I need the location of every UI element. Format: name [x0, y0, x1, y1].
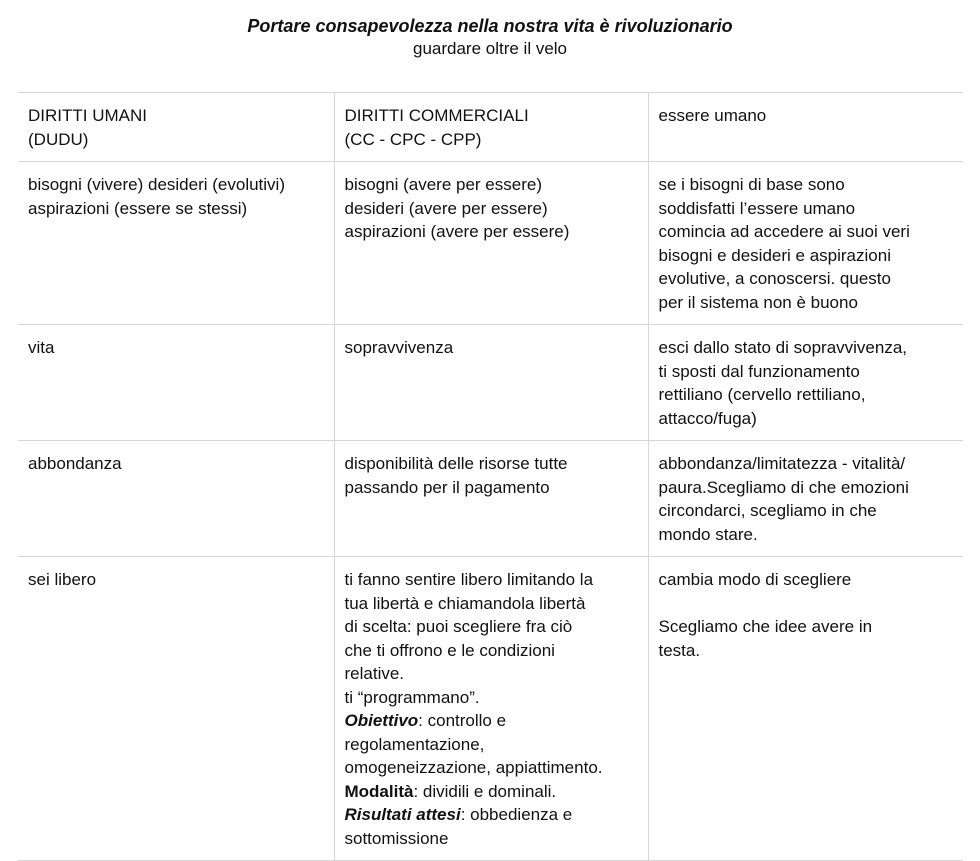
cell-text: abbondanza [28, 454, 122, 473]
cell-text: rettiliano (cervello rettiliano, [658, 385, 866, 404]
cell-text: testa. [658, 640, 701, 660]
cell-text: esci dallo stato di sopravvivenza, [658, 338, 908, 357]
header-cell-text: (CC - CPC - CPP) [344, 129, 482, 149]
cell-text: ti sposti dal funzionamento [658, 361, 860, 381]
table-cell [648, 441, 963, 557]
table-header-row [18, 93, 963, 162]
header-cell-text: DIRITTI COMMERCIALI [344, 106, 529, 125]
cell-text: cambia modo di scegliere [658, 570, 852, 589]
table-cell [18, 441, 334, 557]
table-cell [334, 325, 648, 441]
cell-text: di scelta: puoi scegliere fra ciò [344, 617, 573, 636]
cell-text: sopravvivenza [344, 338, 454, 357]
risultati-line [345, 803, 638, 827]
cell-text: comincia ad accedere ai suoi veri [658, 222, 910, 241]
cell-text: desideri (avere per essere) [344, 198, 548, 218]
cell-text: per il sistema non è buono [658, 292, 858, 312]
table-cell [18, 162, 334, 325]
cell-text: Scegliamo che idee avere in [658, 617, 873, 636]
cell-text: omogeneizzazione, appiattimento. [344, 758, 603, 777]
modalita-text: : dividili e dominali. [413, 781, 557, 801]
cell-text: se i bisogni di base sono [658, 175, 845, 194]
cell-text: attacco/fuga) [658, 408, 757, 428]
cell-text: ti “programmano”. [344, 687, 480, 707]
cell-text: che ti offrono e le condizioni [344, 640, 555, 660]
cell-text: bisogni (vivere) desideri (evolutivi) [28, 175, 285, 194]
header-cell-essere-umano [648, 93, 963, 162]
table-cell [18, 557, 334, 861]
header-cell-text: DIRITTI UMANI [28, 106, 147, 125]
header-cell-text: essere umano [658, 106, 767, 125]
cell-text: aspirazioni (essere se stessi) [28, 198, 248, 218]
cell-text: bisogni (avere per essere) [344, 175, 542, 194]
modalita-label: Modalità [344, 781, 414, 801]
header-cell-text: (DUDU) [28, 129, 89, 149]
cell-text: passando per il pagamento [344, 477, 550, 497]
table-cell [334, 441, 648, 557]
table-cell [648, 557, 963, 861]
document-header [0, 14, 980, 60]
obiettivo-label: Obiettivo [344, 711, 419, 730]
cell-text: sei libero [28, 570, 97, 589]
document-title: Portare consapevolezza nella nostra vita è rivoluzionario [247, 16, 733, 36]
cell-text: circondarci, scegliamo in che [658, 501, 877, 520]
cell-text: ti fanno sentire libero limitando la [344, 570, 594, 589]
cell-text: soddisfatti l’essere umano [658, 198, 856, 218]
table-cell [648, 162, 963, 325]
table-row [18, 557, 963, 861]
cell-text: mondo stare. [658, 524, 758, 544]
table-cell [648, 325, 963, 441]
risultati-text: : obbedienza e [460, 805, 573, 824]
document-subtitle: guardare oltre il velo [412, 39, 568, 58]
obiettivo-line [345, 709, 638, 733]
comparison-table [18, 92, 963, 861]
table-cell [334, 557, 648, 861]
table-row [18, 162, 963, 325]
table-cell [18, 325, 334, 441]
header-cell-diritti-umani [18, 93, 334, 162]
cell-text: abbondanza/limitatezza - vitalità/ [658, 454, 906, 473]
obiettivo-text: : controllo e [418, 711, 507, 730]
table-cell [334, 162, 648, 325]
cell-text: vita [28, 338, 55, 357]
risultati-label: Risultati attesi [344, 805, 461, 824]
cell-text: paura.Scegliamo di che emozioni [658, 477, 909, 497]
table-row [18, 441, 963, 557]
cell-text: bisogni e desideri e aspirazioni [658, 245, 891, 265]
table-row [18, 325, 963, 441]
blank-line [659, 592, 954, 616]
cell-text: sottomissione [344, 828, 449, 848]
cell-text: relative. [344, 664, 405, 683]
modalita-line [345, 780, 638, 804]
cell-text: disponibilità delle risorse tutte [344, 454, 568, 473]
cell-text: regolamentazione, [344, 734, 485, 754]
cell-text: tua libertà e chiamandola libertà [344, 593, 586, 613]
cell-text: evolutive, a conoscersi. questo [658, 269, 891, 288]
header-cell-diritti-commerciali [334, 93, 648, 162]
cell-text: aspirazioni (avere per essere) [344, 222, 570, 241]
